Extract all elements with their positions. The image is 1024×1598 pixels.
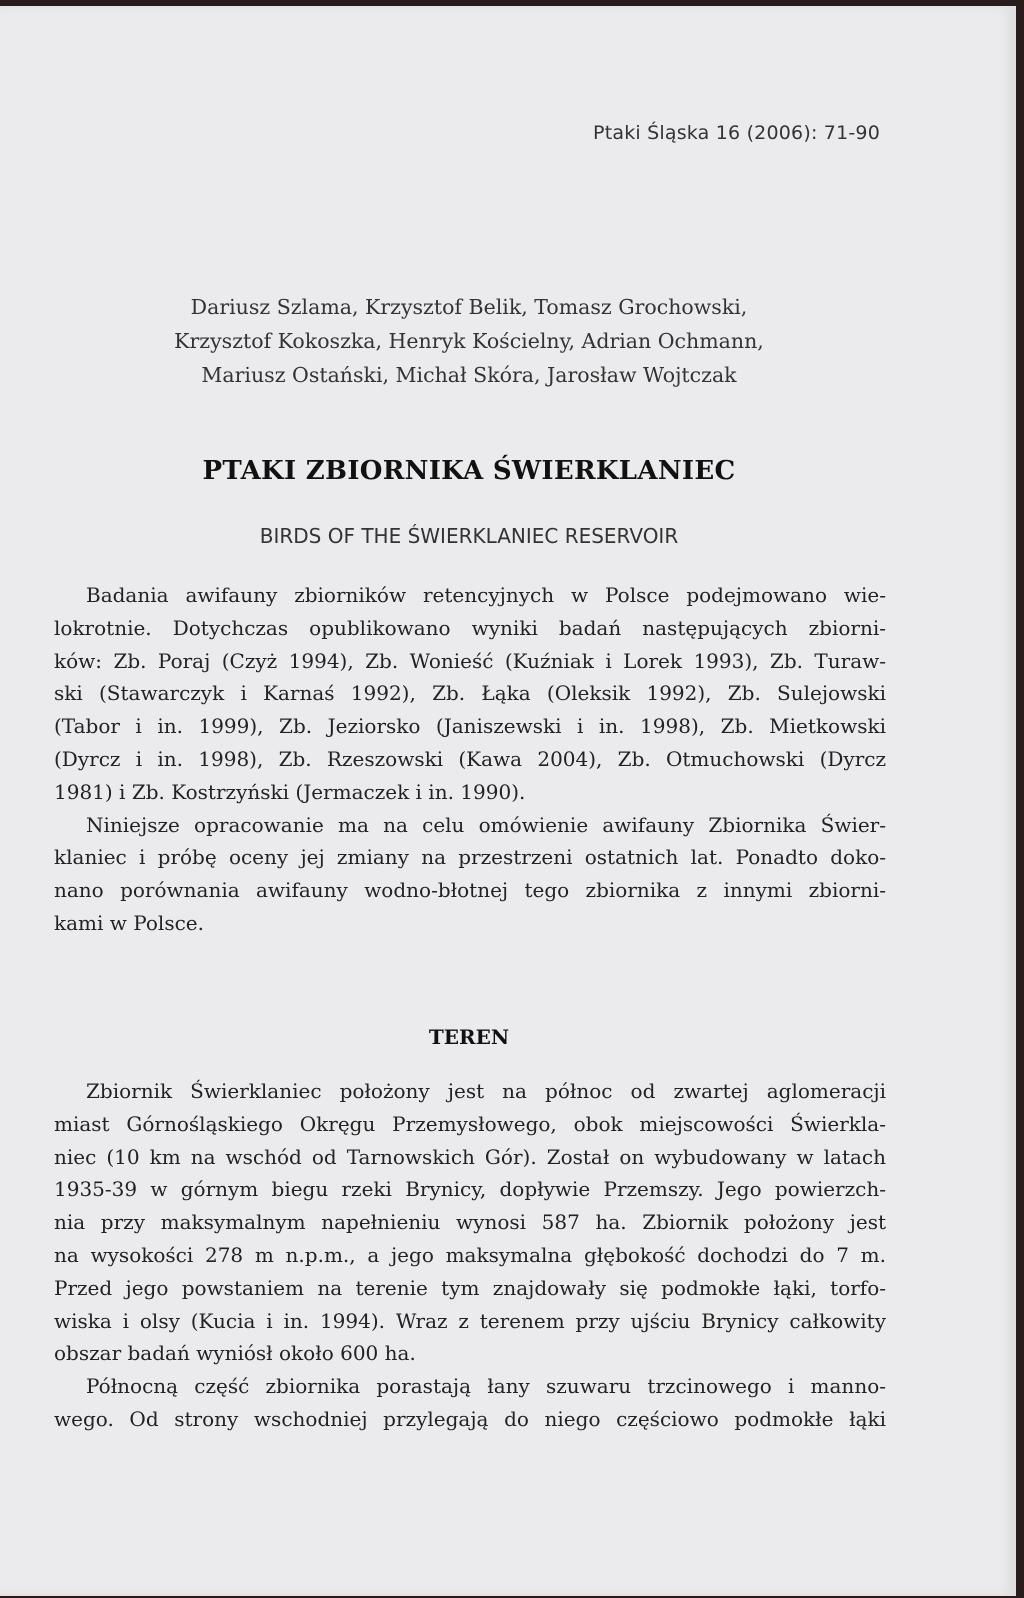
text-line: (Tabor i in. 1999), Zb. Jeziorsko (Janiszewski i in. 1998), Zb. Mietkowski [54, 714, 886, 739]
text-line: wiska i olsy (Kucia i in. 1994). Wraz z terenem przy ujściu Brynicy całkowity [54, 1308, 886, 1333]
teren-paragraph-1 [54, 1075, 886, 1370]
intro-paragraph-1 [54, 579, 886, 809]
text-line: ski (Stawarczyk i Karnaś 1992), Zb. Łąka (Oleksik 1992), Zb. Sulejowski [54, 681, 886, 706]
text-line: Północną część zbiornika porastają łany szuwaru trzcinowego i manno- [86, 1374, 886, 1398]
text-line: 1935-39 w górnym biegu rzeki Brynicy, dopływie Przemszy. Jego powierzch- [54, 1177, 886, 1202]
intro-paragraph-2 [54, 809, 886, 940]
text-line: niec (10 km na wschód od Tarnowskich Gór). Został on wybudowany w latach [54, 1144, 886, 1169]
section-heading-teren: TEREN [428, 1025, 510, 1049]
text-line: nia przy maksymalnym napełnieniu wynosi 587 ha. Zbiornik położony jest [54, 1210, 886, 1235]
article-subtitle: BIRDS OF THE ŚWIERKLANIEC RESERVOIR [259, 524, 679, 548]
text-line: wego. Od strony wschodniej przylegają do niego częściowo podmokłe łąki [54, 1406, 886, 1431]
text-line: Niniejsze opracowanie ma na celu omówienie awifauny Zbiornika Świer- [86, 812, 886, 837]
author-line: Dariusz Szlama, Krzysztof Belik, Tomasz Grochowski, [190, 295, 748, 319]
author-line: Mariusz Ostański, Michał Skóra, Jarosław Wojtczak [201, 363, 737, 387]
journal-citation: Ptaki Śląska 16 (2006): 71-90 [593, 122, 880, 144]
text-line: miast Górnośląskiego Okręgu Przemysłowego, obok miejscowości Świerkla- [54, 1111, 886, 1136]
text-line: ków: Zb. Poraj (Czyż 1994), Zb. Wonieść (Kuźniak i Lorek 1993), Zb. Turaw- [54, 648, 886, 673]
text-line: na wysokości 278 m n.p.m., a jego maksymalna głębokość dochodzi do 7 m. [54, 1242, 886, 1267]
text-line: lokrotnie. Dotychczas opublikowano wyniki badań następujących zbiorni- [54, 615, 886, 640]
text-line: nano porównania awifauny wodno-błotnej tego zbiornika z innymi zbiorni- [54, 878, 886, 903]
text-line: Zbiornik Świerklaniec położony jest na północ od zwartej aglomeracji [86, 1079, 886, 1103]
text-line: Przed jego powstaniem na terenie tym znajdowały się podmokłe łąki, torfo- [54, 1275, 886, 1300]
journal-page [0, 6, 1016, 1596]
text-line: klaniec i próbę oceny jej zmiany na przestrzeni ostatnich lat. Ponadto doko- [54, 845, 886, 870]
text-line: obszar badań wyniósł około 600 ha. [54, 1341, 416, 1366]
teren-paragraph-2 [54, 1370, 886, 1436]
text-line: kami w Polsce. [54, 910, 204, 935]
text-line: 1981) i Zb. Kostrzyński (Jermaczek i in. 1990). [54, 779, 526, 804]
author-line: Krzysztof Kokoszka, Henryk Kościelny, Adrian Ochmann, [174, 329, 764, 353]
text-line: Badania awifauny zbiorników retencyjnych w Polsce podejmowano wie- [86, 583, 886, 607]
text-line: (Dyrcz i in. 1998), Zb. Rzeszowski (Kawa 2004), Zb. Otmuchowski (Dyrcz [54, 746, 886, 771]
author-list [60, 290, 878, 392]
article-title: PTAKI ZBIORNIKA ŚWIERKLANIEC [202, 456, 736, 486]
